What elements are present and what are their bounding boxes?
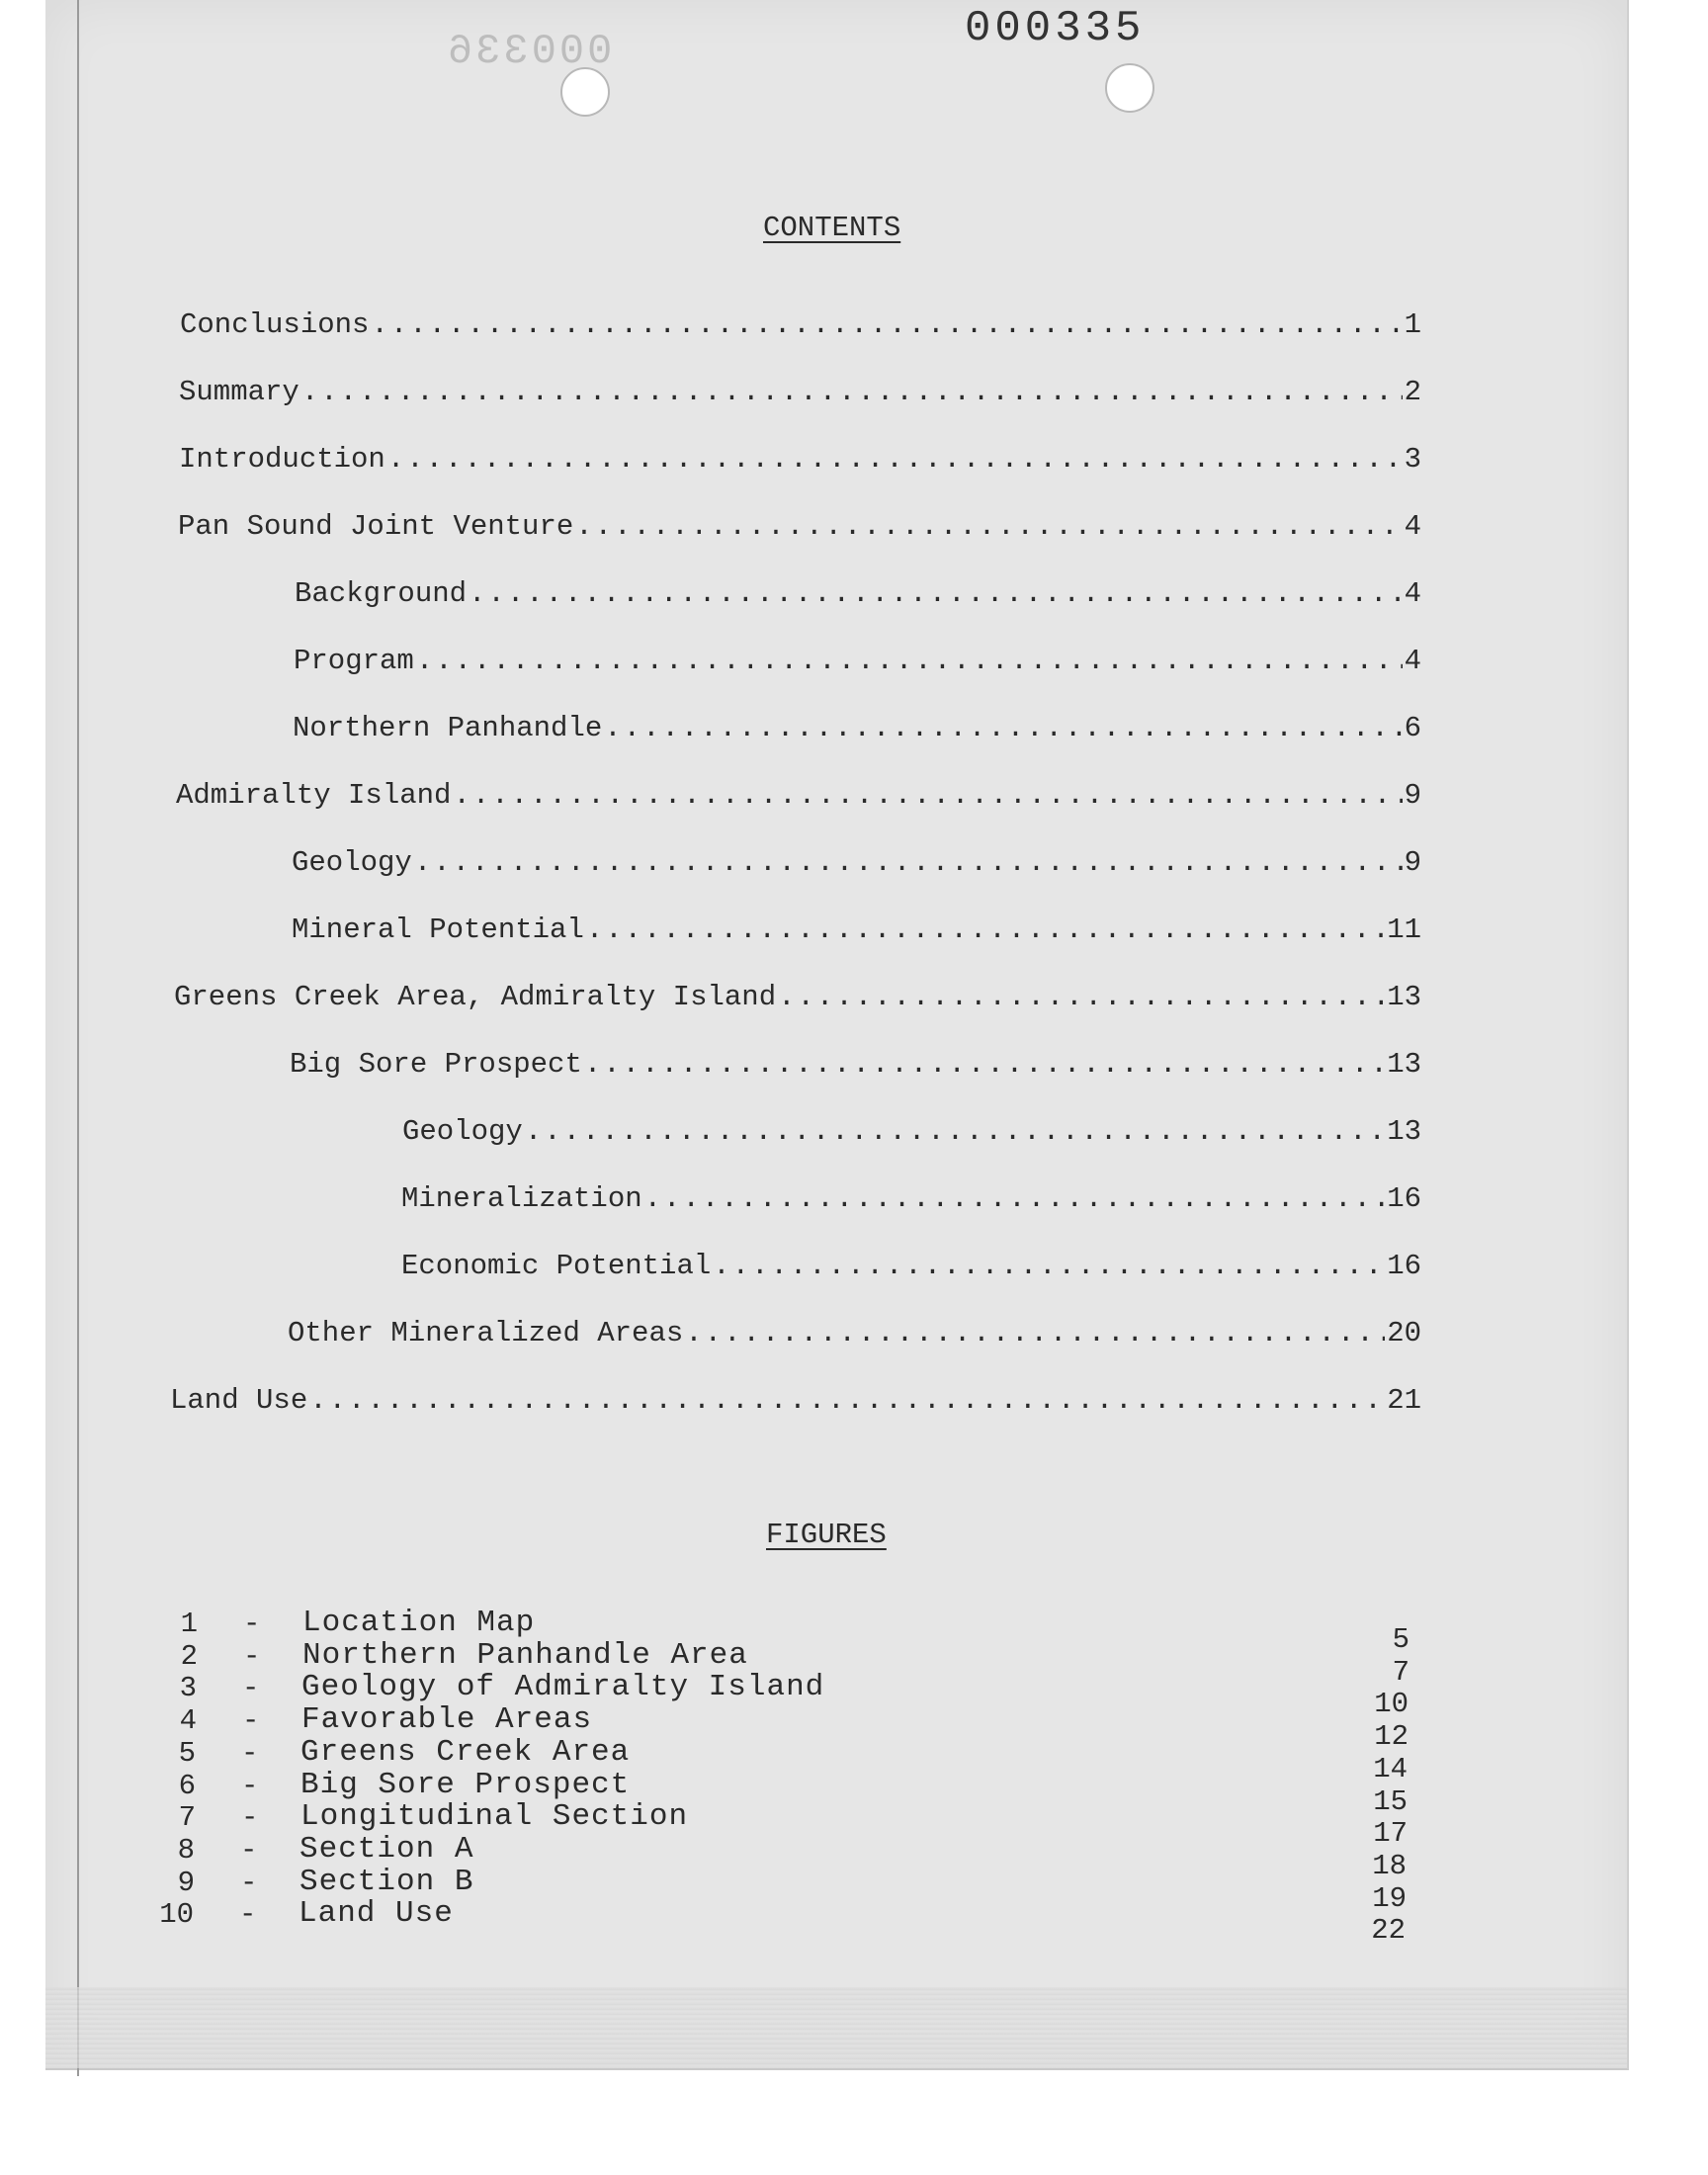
figure-page: 18 <box>1372 1849 1407 1882</box>
toc-entry-page: 3 <box>1404 443 1421 476</box>
toc-entry-label: Mineralization <box>401 1182 642 1215</box>
figure-number: 3 <box>179 1672 197 1705</box>
figure-title: Favorable Areas <box>301 1702 593 1738</box>
toc-entry-label: Program <box>294 645 414 677</box>
toc-entry <box>401 1182 1421 1215</box>
punch-hole-right <box>1105 63 1154 113</box>
toc-entry <box>180 308 1421 341</box>
toc-entry-label: Geology <box>402 1115 523 1148</box>
toc-entry-label: Conclusions <box>180 308 370 341</box>
leader-dots <box>586 914 1385 946</box>
toc-entry-page: 13 <box>1387 1115 1421 1148</box>
toc-entry <box>179 376 1421 408</box>
figure-title: Section B <box>299 1864 474 1899</box>
figure-dash: - <box>243 1639 261 1673</box>
leader-dots <box>604 712 1402 744</box>
leader-dots <box>387 443 1403 476</box>
toc-entry <box>176 779 1421 812</box>
figure-number: 2 <box>180 1639 198 1673</box>
figure-number: 1 <box>180 1608 198 1640</box>
leader-dots <box>414 846 1403 879</box>
toc-entry-label: Summary <box>179 376 299 408</box>
figure-title: Longitudinal Section <box>300 1799 689 1835</box>
figure-title: Big Sore Prospect <box>300 1767 631 1802</box>
leader-dots <box>584 1048 1385 1081</box>
figure-title: Location Map <box>302 1606 536 1640</box>
figure-dash: - <box>242 1704 260 1738</box>
toc-entry-page: 6 <box>1404 712 1421 744</box>
toc-entry-label: Pan Sound Joint Venture <box>178 510 574 543</box>
figure-number: 7 <box>178 1801 196 1835</box>
leader-dots <box>301 376 1403 408</box>
leader-dots <box>778 981 1385 1013</box>
figure-dash: - <box>240 1833 258 1867</box>
toc-entry-page: 4 <box>1404 577 1421 610</box>
leader-dots <box>713 1250 1385 1282</box>
figure-page: 19 <box>1372 1881 1407 1915</box>
leader-dots <box>416 645 1403 677</box>
bleed-through-number: 000336 <box>445 28 613 75</box>
leader-dots <box>575 510 1402 543</box>
toc-entry-page: 13 <box>1387 1048 1421 1081</box>
toc-entry <box>290 1048 1421 1081</box>
toc-entry <box>292 914 1421 946</box>
toc-entry <box>170 1384 1421 1417</box>
toc-entry-label: Geology <box>292 846 412 879</box>
figure-title: Northern Panhandle Area <box>302 1637 748 1673</box>
toc-entry-label: Introduction <box>179 443 385 476</box>
toc-entry <box>179 443 1421 476</box>
toc-entry-page: 9 <box>1404 846 1421 879</box>
figure-dash: - <box>242 1672 260 1705</box>
toc-entry-label: Background <box>295 577 468 610</box>
figure-page: 17 <box>1373 1817 1408 1851</box>
leader-dots <box>469 577 1403 610</box>
toc-entry <box>294 645 1421 677</box>
toc-entry <box>178 510 1421 543</box>
toc-entry-label: Land Use <box>170 1384 308 1417</box>
toc-entry-page: 16 <box>1387 1250 1421 1282</box>
figure-page: 5 <box>1392 1623 1409 1656</box>
toc-entry-label: Other Mineralized Areas <box>288 1317 684 1349</box>
leader-dots <box>371 308 1402 341</box>
contents-heading: CONTENTS <box>763 212 901 244</box>
figure-page: 10 <box>1374 1688 1409 1721</box>
toc-entry-label: Greens Creek Area, Admiralty Island <box>174 981 777 1013</box>
toc-entry <box>401 1250 1421 1282</box>
toc-entry <box>293 712 1421 744</box>
toc-entry <box>295 577 1421 610</box>
page-edge-line <box>77 0 79 2076</box>
toc-entry-page: 11 <box>1387 914 1421 946</box>
toc-entry-page: 20 <box>1387 1317 1421 1349</box>
toc-entry-label: Big Sore Prospect <box>290 1048 582 1081</box>
toc-entry <box>288 1317 1421 1349</box>
figure-number: 6 <box>178 1769 196 1802</box>
figure-page: 12 <box>1374 1720 1409 1754</box>
figure-page: 14 <box>1373 1752 1408 1785</box>
toc-entry-page: 1 <box>1404 308 1421 341</box>
toc-entry-page: 4 <box>1404 510 1421 543</box>
leader-dots <box>525 1115 1385 1148</box>
leader-dots <box>309 1384 1385 1417</box>
toc-entry-page: 16 <box>1387 1182 1421 1215</box>
figure-number: 10 <box>159 1898 194 1932</box>
toc-entry-label: Economic Potential <box>401 1250 712 1282</box>
leader-dots <box>453 779 1402 812</box>
leader-dots <box>644 1182 1386 1215</box>
figure-title: Greens Creek Area <box>300 1734 631 1770</box>
figure-title: Section A <box>299 1831 474 1867</box>
toc-entry <box>292 846 1421 879</box>
figure-dash: - <box>241 1736 259 1770</box>
leader-dots <box>685 1317 1385 1349</box>
figure-number: 5 <box>178 1736 196 1770</box>
figure-page: 7 <box>1392 1655 1409 1689</box>
figure-dash: - <box>240 1866 258 1899</box>
toc-entry-label: Admiralty Island <box>176 779 452 812</box>
toc-entry-page: 21 <box>1387 1384 1421 1417</box>
figure-dash: - <box>243 1608 261 1640</box>
figure-title: Land Use <box>299 1896 454 1932</box>
document-number: 000335 <box>965 4 1146 53</box>
toc-entry <box>402 1115 1421 1148</box>
toc-entry-page: 9 <box>1404 779 1421 812</box>
toc-entry-label: Mineral Potential <box>292 914 584 946</box>
figure-title: Geology of Admiralty Island <box>301 1670 825 1705</box>
figure-number: 9 <box>177 1866 195 1899</box>
figure-number: 8 <box>177 1833 195 1867</box>
figure-page: 15 <box>1373 1784 1408 1818</box>
figure-page: 22 <box>1371 1914 1406 1948</box>
figures-heading: FIGURES <box>766 1519 887 1551</box>
figure-dash: - <box>239 1898 257 1932</box>
toc-entry-page: 2 <box>1404 376 1421 408</box>
toc-entry-page: 13 <box>1387 981 1421 1013</box>
toc-entry-label: Northern Panhandle <box>293 712 603 744</box>
toc-entry <box>174 981 1421 1013</box>
scan-artifact <box>45 1987 1627 2068</box>
figure-dash: - <box>241 1801 259 1835</box>
toc-entry-page: 4 <box>1404 645 1421 677</box>
figure-dash: - <box>241 1769 259 1802</box>
figure-number: 4 <box>179 1704 197 1738</box>
